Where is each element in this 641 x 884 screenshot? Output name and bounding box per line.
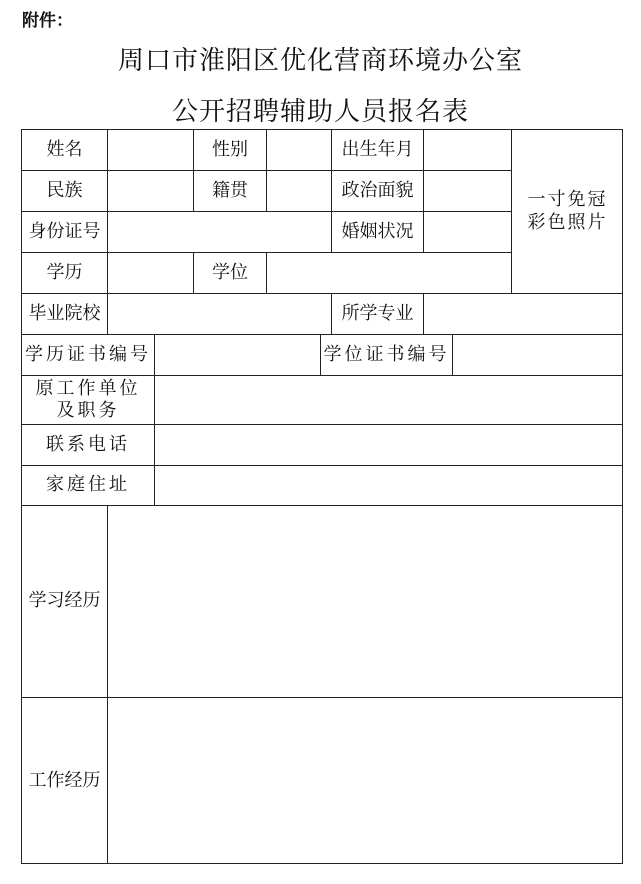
id-number-label: 身份证号 bbox=[21, 211, 107, 252]
native-place-field[interactable] bbox=[266, 170, 331, 211]
birth-field[interactable] bbox=[423, 129, 511, 170]
edu-cert-label: 学历证书编号 bbox=[21, 334, 154, 375]
ethnicity-label: 民族 bbox=[21, 170, 107, 211]
phone-field[interactable] bbox=[154, 424, 623, 465]
education-label: 学历 bbox=[21, 252, 107, 293]
photo-label-line1: 一寸免冠 bbox=[527, 189, 608, 210]
prev-employer-label-line1: 原工作单位 bbox=[35, 377, 141, 399]
prev-employer-field[interactable] bbox=[154, 375, 623, 424]
study-history-field[interactable] bbox=[107, 505, 623, 697]
degree-cert-label: 学位证书编号 bbox=[320, 334, 452, 375]
phone-label: 联系电话 bbox=[21, 424, 154, 465]
work-history-field[interactable] bbox=[107, 697, 623, 864]
address-label: 家庭住址 bbox=[21, 465, 154, 505]
school-label: 毕业院校 bbox=[21, 293, 107, 334]
gender-field[interactable] bbox=[266, 129, 331, 170]
native-place-label: 籍贯 bbox=[193, 170, 266, 211]
id-number-field[interactable] bbox=[107, 211, 331, 252]
gender-label: 性别 bbox=[193, 129, 266, 170]
degree-label: 学位 bbox=[193, 252, 266, 293]
degree-field[interactable] bbox=[266, 252, 511, 293]
ethnicity-field[interactable] bbox=[107, 170, 193, 211]
form-title-line1: 周口市淮阳区优化营商环境办公室 bbox=[117, 46, 523, 76]
prev-employer-label-line2: 及职务 bbox=[56, 400, 120, 421]
photo-box[interactable] bbox=[511, 129, 623, 293]
form-title-line2: 公开招聘辅助人员报名表 bbox=[171, 97, 469, 127]
birth-label: 出生年月 bbox=[331, 129, 423, 170]
school-field[interactable] bbox=[107, 293, 331, 334]
prev-employer-label bbox=[21, 375, 154, 424]
work-history-label: 工作经历 bbox=[21, 697, 107, 864]
political-status-field[interactable] bbox=[423, 170, 511, 211]
marital-status-label: 婚姻状况 bbox=[331, 211, 423, 252]
name-field[interactable] bbox=[107, 129, 193, 170]
political-status-label: 政治面貌 bbox=[331, 170, 423, 211]
major-label: 所学专业 bbox=[331, 293, 423, 334]
address-field[interactable] bbox=[154, 465, 623, 505]
study-history-label: 学习经历 bbox=[21, 505, 107, 697]
major-field[interactable] bbox=[423, 293, 623, 334]
attachment-label: 附件： bbox=[22, 11, 73, 31]
photo-label-line2: 彩色照片 bbox=[527, 211, 608, 233]
name-label: 姓名 bbox=[21, 129, 107, 170]
education-field[interactable] bbox=[107, 252, 193, 293]
edu-cert-field[interactable] bbox=[154, 334, 320, 375]
degree-cert-field[interactable] bbox=[452, 334, 623, 375]
registration-form-table bbox=[21, 129, 623, 864]
marital-status-field[interactable] bbox=[423, 211, 511, 252]
